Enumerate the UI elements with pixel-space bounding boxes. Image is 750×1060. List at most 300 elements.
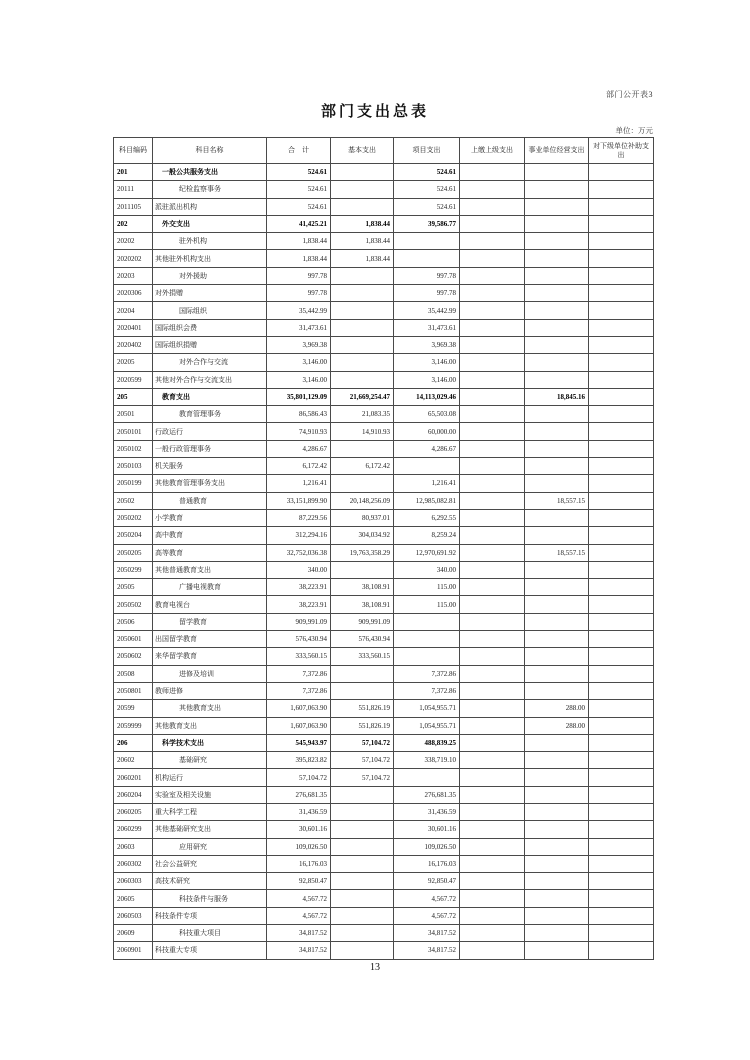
table-row — [114, 700, 654, 717]
cell-subsidy — [589, 665, 654, 682]
cell-basic — [331, 440, 394, 457]
cell-operating: 288.00 — [525, 700, 589, 717]
table-row — [114, 388, 654, 405]
cell-subsidy — [589, 336, 654, 353]
cell-subsidy — [589, 164, 654, 181]
cell-total: 997.78 — [267, 267, 331, 284]
header-basic: 基本支出 — [331, 138, 394, 164]
cell-operating: 288.00 — [525, 717, 589, 734]
cell-project: 3,146.00 — [394, 354, 460, 371]
cell-subsidy — [589, 319, 654, 336]
cell-name: 对外援助 — [153, 267, 267, 284]
cell-code: 2060303 — [114, 873, 153, 890]
table-row — [114, 319, 654, 336]
cell-total: 34,817.52 — [267, 925, 331, 942]
cell-project: 39,586.77 — [394, 215, 460, 232]
cell-name: 机关服务 — [153, 458, 267, 475]
table-row — [114, 803, 654, 820]
cell-name: 普通教育 — [153, 492, 267, 509]
cell-subsidy — [589, 838, 654, 855]
cell-superior — [460, 717, 525, 734]
cell-code: 2050202 — [114, 509, 153, 526]
cell-subsidy — [589, 613, 654, 630]
cell-total: 7,372.86 — [267, 665, 331, 682]
cell-project: 524.61 — [394, 181, 460, 198]
cell-project — [394, 613, 460, 630]
cell-project — [394, 458, 460, 475]
cell-total: 41,425.21 — [267, 215, 331, 232]
cell-subsidy — [589, 423, 654, 440]
cell-total: 74,910.93 — [267, 423, 331, 440]
cell-code: 201 — [114, 164, 153, 181]
table-row — [114, 613, 654, 630]
cell-superior — [460, 233, 525, 250]
cell-code: 20508 — [114, 665, 153, 682]
page-number: 13 — [370, 962, 380, 973]
cell-subsidy — [589, 803, 654, 820]
cell-operating — [525, 648, 589, 665]
cell-total: 3,969.38 — [267, 336, 331, 353]
cell-project — [394, 631, 460, 648]
table-row — [114, 267, 654, 284]
cell-name: 出国留学教育 — [153, 631, 267, 648]
cell-operating: 18,557.15 — [525, 492, 589, 509]
cell-code: 2020599 — [114, 371, 153, 388]
cell-total: 32,752,036.38 — [267, 544, 331, 561]
cell-operating — [525, 942, 589, 959]
table-row — [114, 942, 654, 959]
cell-basic — [331, 803, 394, 820]
table-row — [114, 509, 654, 526]
cell-code: 2020202 — [114, 250, 153, 267]
cell-project: 115.00 — [394, 596, 460, 613]
cell-operating — [525, 665, 589, 682]
cell-superior — [460, 596, 525, 613]
cell-basic — [331, 907, 394, 924]
cell-basic — [331, 786, 394, 803]
table-row — [114, 561, 654, 578]
cell-superior — [460, 544, 525, 561]
cell-total: 38,223.91 — [267, 596, 331, 613]
cell-code: 2011105 — [114, 198, 153, 215]
cell-project: 12,970,691.92 — [394, 544, 460, 561]
cell-basic — [331, 285, 394, 302]
cell-name: 其他基础研究支出 — [153, 821, 267, 838]
cell-total: 1,607,063.90 — [267, 700, 331, 717]
cell-subsidy — [589, 700, 654, 717]
cell-subsidy — [589, 786, 654, 803]
cell-code: 2050601 — [114, 631, 153, 648]
cell-basic: 80,937.01 — [331, 509, 394, 526]
cell-name: 科学技术支出 — [153, 734, 267, 751]
cell-code: 2050204 — [114, 527, 153, 544]
cell-subsidy — [589, 942, 654, 959]
cell-superior — [460, 492, 525, 509]
cell-name: 重大科学工程 — [153, 803, 267, 820]
cell-subsidy — [589, 440, 654, 457]
cell-code: 202 — [114, 215, 153, 232]
cell-subsidy — [589, 873, 654, 890]
cell-operating — [525, 354, 589, 371]
cell-name: 教育电视台 — [153, 596, 267, 613]
cell-total: 524.61 — [267, 198, 331, 215]
cell-basic: 1,838.44 — [331, 233, 394, 250]
cell-total: 35,442.99 — [267, 302, 331, 319]
cell-code: 20505 — [114, 579, 153, 596]
cell-project: 997.78 — [394, 267, 460, 284]
cell-superior — [460, 752, 525, 769]
table-row — [114, 769, 654, 786]
cell-subsidy — [589, 181, 654, 198]
cell-total: 31,436.59 — [267, 803, 331, 820]
cell-total: 395,823.82 — [267, 752, 331, 769]
table-row — [114, 181, 654, 198]
cell-name: 来华留学教育 — [153, 648, 267, 665]
cell-project: 524.61 — [394, 198, 460, 215]
cell-name: 一般公共服务支出 — [153, 164, 267, 181]
cell-basic: 909,991.09 — [331, 613, 394, 630]
header-code: 科目编码 — [114, 138, 153, 164]
cell-code: 20111 — [114, 181, 153, 198]
cell-project: 16,176.03 — [394, 855, 460, 872]
cell-basic — [331, 561, 394, 578]
cell-name: 驻外机构 — [153, 233, 267, 250]
cell-superior — [460, 786, 525, 803]
header-total: 合 计 — [267, 138, 331, 164]
cell-basic — [331, 855, 394, 872]
cell-code: 2059999 — [114, 717, 153, 734]
table-row — [114, 752, 654, 769]
cell-project: 340.00 — [394, 561, 460, 578]
cell-operating — [525, 821, 589, 838]
cell-name: 进修及培训 — [153, 665, 267, 682]
cell-superior — [460, 354, 525, 371]
cell-operating — [525, 890, 589, 907]
cell-superior — [460, 803, 525, 820]
cell-name: 社会公益研究 — [153, 855, 267, 872]
cell-operating — [525, 596, 589, 613]
cell-subsidy — [589, 527, 654, 544]
cell-project: 34,817.52 — [394, 925, 460, 942]
table-row — [114, 682, 654, 699]
cell-name: 其他教育支出 — [153, 717, 267, 734]
cell-superior — [460, 181, 525, 198]
table-row — [114, 406, 654, 423]
table-row — [114, 371, 654, 388]
cell-total: 86,586.43 — [267, 406, 331, 423]
cell-superior — [460, 734, 525, 751]
cell-name: 其他教育支出 — [153, 700, 267, 717]
cell-subsidy — [589, 907, 654, 924]
cell-operating — [525, 752, 589, 769]
cell-code: 2050103 — [114, 458, 153, 475]
cell-subsidy — [589, 631, 654, 648]
cell-superior — [460, 942, 525, 959]
cell-code: 2020401 — [114, 319, 153, 336]
cell-operating — [525, 873, 589, 890]
cell-superior — [460, 423, 525, 440]
cell-operating — [525, 561, 589, 578]
table-row — [114, 302, 654, 319]
table-row — [114, 475, 654, 492]
cell-subsidy — [589, 285, 654, 302]
table-row — [114, 423, 654, 440]
cell-superior — [460, 285, 525, 302]
cell-total: 524.61 — [267, 164, 331, 181]
cell-project: 109,026.50 — [394, 838, 460, 855]
cell-name: 高技术研究 — [153, 873, 267, 890]
cell-total: 4,286.67 — [267, 440, 331, 457]
cell-subsidy — [589, 855, 654, 872]
table-row — [114, 786, 654, 803]
cell-subsidy — [589, 250, 654, 267]
cell-name: 应用研究 — [153, 838, 267, 855]
table-row — [114, 544, 654, 561]
cell-project: 997.78 — [394, 285, 460, 302]
table-row — [114, 838, 654, 855]
cell-code: 20502 — [114, 492, 153, 509]
cell-project: 92,850.47 — [394, 873, 460, 890]
cell-superior — [460, 648, 525, 665]
cell-basic — [331, 164, 394, 181]
cell-total: 30,601.16 — [267, 821, 331, 838]
cell-superior — [460, 475, 525, 492]
cell-basic: 333,560.15 — [331, 648, 394, 665]
table-row — [114, 440, 654, 457]
cell-name: 小学教育 — [153, 509, 267, 526]
cell-operating — [525, 267, 589, 284]
cell-basic: 1,838.44 — [331, 250, 394, 267]
cell-basic — [331, 821, 394, 838]
cell-total: 33,151,899.90 — [267, 492, 331, 509]
cell-operating — [525, 440, 589, 457]
cell-project: 6,292.55 — [394, 509, 460, 526]
cell-basic — [331, 302, 394, 319]
cell-total: 524.61 — [267, 181, 331, 198]
cell-project: 488,839.25 — [394, 734, 460, 751]
header-superior: 上缴上级支出 — [460, 138, 525, 164]
cell-subsidy — [589, 890, 654, 907]
cell-basic — [331, 198, 394, 215]
cell-basic — [331, 336, 394, 353]
cell-total: 333,560.15 — [267, 648, 331, 665]
cell-project: 276,681.35 — [394, 786, 460, 803]
cell-superior — [460, 388, 525, 405]
cell-subsidy — [589, 267, 654, 284]
cell-project: 8,259.24 — [394, 527, 460, 544]
table-row — [114, 734, 654, 751]
cell-basic: 21,669,254.47 — [331, 388, 394, 405]
cell-subsidy — [589, 769, 654, 786]
cell-basic: 57,104.72 — [331, 769, 394, 786]
cell-project: 65,503.08 — [394, 406, 460, 423]
cell-subsidy — [589, 925, 654, 942]
cell-project: 7,372.86 — [394, 682, 460, 699]
cell-project: 34,817.52 — [394, 942, 460, 959]
cell-basic: 551,826.19 — [331, 717, 394, 734]
cell-total: 16,176.03 — [267, 855, 331, 872]
cell-basic — [331, 267, 394, 284]
cell-project: 1,216.41 — [394, 475, 460, 492]
cell-superior — [460, 631, 525, 648]
table-row — [114, 907, 654, 924]
cell-code: 20609 — [114, 925, 153, 942]
cell-subsidy — [589, 596, 654, 613]
cell-code: 2050205 — [114, 544, 153, 561]
cell-project: 524.61 — [394, 164, 460, 181]
cell-basic — [331, 371, 394, 388]
cell-code: 20599 — [114, 700, 153, 717]
cell-operating — [525, 250, 589, 267]
cell-basic: 14,910.93 — [331, 423, 394, 440]
table-row — [114, 285, 654, 302]
cell-superior — [460, 873, 525, 890]
cell-total: 4,567.72 — [267, 907, 331, 924]
cell-name: 纪检监察事务 — [153, 181, 267, 198]
cell-operating — [525, 734, 589, 751]
cell-basic: 1,838.44 — [331, 215, 394, 232]
cell-operating — [525, 319, 589, 336]
cell-total: 340.00 — [267, 561, 331, 578]
table-row — [114, 579, 654, 596]
table-row — [114, 458, 654, 475]
cell-name: 科技条件与服务 — [153, 890, 267, 907]
cell-superior — [460, 267, 525, 284]
cell-operating — [525, 336, 589, 353]
cell-code: 2050102 — [114, 440, 153, 457]
cell-code: 2060503 — [114, 907, 153, 924]
cell-name: 科技重大项目 — [153, 925, 267, 942]
cell-operating — [525, 406, 589, 423]
cell-operating — [525, 925, 589, 942]
table-row — [114, 821, 654, 838]
cell-code: 206 — [114, 734, 153, 751]
cell-superior — [460, 561, 525, 578]
cell-name: 其他对外合作与交流支出 — [153, 371, 267, 388]
cell-subsidy — [589, 233, 654, 250]
cell-name: 外交支出 — [153, 215, 267, 232]
cell-total: 1,607,063.90 — [267, 717, 331, 734]
cell-basic: 57,104.72 — [331, 734, 394, 751]
cell-project: 338,719.10 — [394, 752, 460, 769]
cell-subsidy — [589, 198, 654, 215]
cell-superior — [460, 319, 525, 336]
cell-superior — [460, 821, 525, 838]
cell-operating: 18,557.15 — [525, 544, 589, 561]
cell-code: 20602 — [114, 752, 153, 769]
cell-superior — [460, 682, 525, 699]
cell-total: 35,801,129.09 — [267, 388, 331, 405]
cell-superior — [460, 371, 525, 388]
cell-basic — [331, 475, 394, 492]
cell-name: 其他教育管理事务支出 — [153, 475, 267, 492]
cell-basic — [331, 890, 394, 907]
cell-subsidy — [589, 648, 654, 665]
cell-superior — [460, 509, 525, 526]
cell-operating — [525, 907, 589, 924]
header-project: 项目支出 — [394, 138, 460, 164]
cell-operating — [525, 164, 589, 181]
cell-project: 1,054,955.71 — [394, 717, 460, 734]
cell-total: 31,473.61 — [267, 319, 331, 336]
cell-basic — [331, 942, 394, 959]
cell-code: 20202 — [114, 233, 153, 250]
cell-project — [394, 233, 460, 250]
cell-total: 109,026.50 — [267, 838, 331, 855]
cell-basic — [331, 665, 394, 682]
cell-project: 31,473.61 — [394, 319, 460, 336]
cell-code: 20501 — [114, 406, 153, 423]
table-row — [114, 164, 654, 181]
cell-basic: 6,172.42 — [331, 458, 394, 475]
cell-operating — [525, 509, 589, 526]
cell-name: 高等教育 — [153, 544, 267, 561]
cell-total: 3,146.00 — [267, 354, 331, 371]
cell-project: 31,436.59 — [394, 803, 460, 820]
table-row — [114, 527, 654, 544]
cell-superior — [460, 250, 525, 267]
cell-code: 2060299 — [114, 821, 153, 838]
cell-code: 2060201 — [114, 769, 153, 786]
table-row — [114, 596, 654, 613]
table-row — [114, 233, 654, 250]
cell-name: 教师进修 — [153, 682, 267, 699]
cell-operating — [525, 682, 589, 699]
cell-basic — [331, 354, 394, 371]
cell-project: 3,969.38 — [394, 336, 460, 353]
cell-total: 4,567.72 — [267, 890, 331, 907]
expenditure-table — [113, 137, 654, 960]
cell-superior — [460, 527, 525, 544]
cell-operating — [525, 579, 589, 596]
cell-project — [394, 648, 460, 665]
cell-total: 87,229.56 — [267, 509, 331, 526]
cell-subsidy — [589, 821, 654, 838]
cell-basic: 38,108.91 — [331, 579, 394, 596]
cell-subsidy — [589, 734, 654, 751]
cell-subsidy — [589, 354, 654, 371]
table-row — [114, 873, 654, 890]
cell-operating — [525, 423, 589, 440]
cell-total: 997.78 — [267, 285, 331, 302]
cell-superior — [460, 907, 525, 924]
cell-project: 35,442.99 — [394, 302, 460, 319]
cell-subsidy — [589, 475, 654, 492]
cell-operating — [525, 233, 589, 250]
table-row — [114, 250, 654, 267]
cell-superior — [460, 215, 525, 232]
cell-operating — [525, 803, 589, 820]
cell-code: 2060205 — [114, 803, 153, 820]
cell-total: 57,104.72 — [267, 769, 331, 786]
cell-total: 909,991.09 — [267, 613, 331, 630]
cell-superior — [460, 890, 525, 907]
cell-operating — [525, 475, 589, 492]
cell-name: 教育管理事务 — [153, 406, 267, 423]
cell-superior — [460, 665, 525, 682]
cell-basic — [331, 838, 394, 855]
cell-subsidy — [589, 458, 654, 475]
cell-code: 2050602 — [114, 648, 153, 665]
table-row — [114, 855, 654, 872]
cell-total: 92,850.47 — [267, 873, 331, 890]
cell-superior — [460, 406, 525, 423]
cell-basic: 57,104.72 — [331, 752, 394, 769]
cell-code: 2050801 — [114, 682, 153, 699]
cell-operating — [525, 838, 589, 855]
cell-code: 20205 — [114, 354, 153, 371]
cell-basic: 38,108.91 — [331, 596, 394, 613]
